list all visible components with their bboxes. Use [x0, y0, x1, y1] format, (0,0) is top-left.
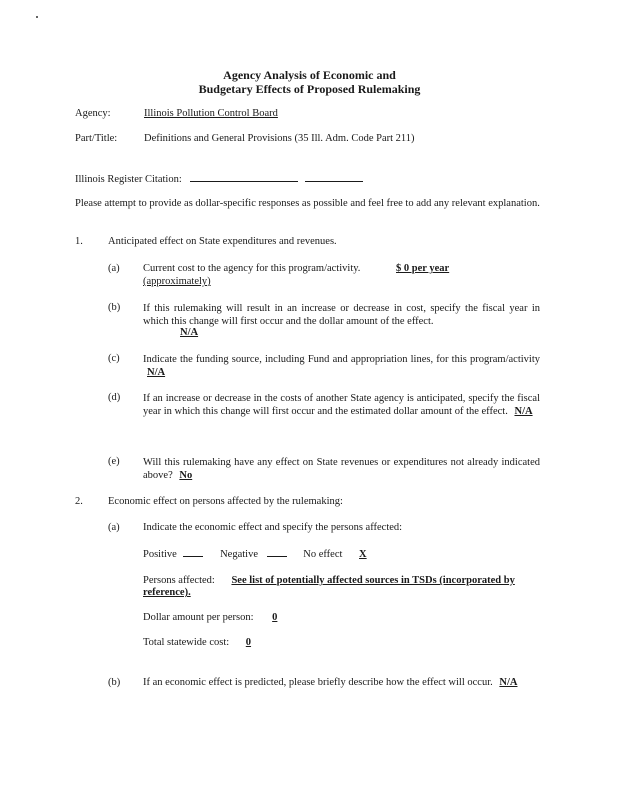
section-2-heading: Economic effect on persons affected by the rulemaking:: [108, 496, 343, 507]
positive-label: Positive: [143, 549, 177, 560]
persons-affected-label: Persons affected:: [143, 575, 215, 586]
total-statewide-cost-row: [143, 637, 251, 648]
item-1d-block: [143, 392, 540, 418]
item-1d-label: (d): [108, 392, 121, 403]
title-line-2: Budgetary Effects of Proposed Rulemaking: [198, 82, 421, 96]
register-citation-blank-1: [190, 172, 298, 182]
register-citation-text: Illinois Register Citation:: [75, 174, 182, 185]
item-1a-note: (approximately): [143, 276, 211, 287]
part-title-value: Definitions and General Provisions (35 Ill. Adm. Code Part 211): [144, 133, 415, 144]
no-effect-label: No effect: [303, 549, 343, 560]
item-1c-label: (c): [108, 353, 120, 364]
section-2-number: 2.: [75, 496, 83, 507]
total-statewide-cost-value: 0: [245, 637, 252, 648]
negative-blank: [267, 547, 287, 557]
dollar-per-person-value: 0: [272, 612, 278, 623]
persons-affected-value-cont: reference).: [143, 587, 191, 598]
item-2b-value: N/A: [499, 677, 518, 688]
item-1a-label: (a): [108, 263, 120, 274]
item-1e-text: Will this rulemaking have any effect on State revenues or expenditures not already indicated above?: [143, 457, 540, 481]
scan-speck: [36, 16, 38, 18]
item-2b-row: [143, 677, 517, 688]
total-statewide-cost-label: Total statewide cost:: [143, 637, 230, 648]
item-1e-value: No: [179, 470, 193, 481]
item-1c-block: [143, 353, 540, 379]
part-title-label: Part/Title:: [75, 133, 118, 144]
agency-value: Illinois Pollution Control Board: [144, 108, 278, 119]
persons-affected-row: [143, 575, 515, 586]
register-citation-blank-2: [305, 172, 363, 182]
item-2b-text: If an economic effect is predicted, please briefly describe how the effect will occur.: [143, 677, 493, 688]
item-1a-value: $ 0 per year: [396, 263, 450, 274]
instructions: Please attempt to provide as dollar-specific responses as possible and feel free to add any relevant explanation.: [75, 198, 540, 209]
section-1-number: 1.: [75, 236, 83, 247]
agency-label: Agency:: [75, 108, 111, 119]
negative-label: Negative: [220, 549, 258, 560]
title-line-1: Agency Analysis of Economic and: [223, 68, 396, 82]
economic-effect-options: [143, 547, 371, 560]
item-1b-label: (b): [108, 302, 121, 313]
dollar-per-person-row: [143, 612, 287, 623]
item-1c-value: N/A: [147, 367, 166, 378]
register-citation-label: [75, 172, 363, 185]
section-1-heading: Anticipated effect on State expenditures and revenues.: [108, 236, 337, 247]
item-2a-label: (a): [108, 522, 120, 533]
item-1a-text: Current cost to the agency for this program/activity.: [143, 263, 361, 274]
positive-blank: [183, 547, 203, 557]
item-1e-block: [143, 456, 540, 482]
persons-affected-value: See list of potentially affected sources in TSDs (incorporated by: [231, 575, 515, 586]
item-2b-label: (b): [108, 677, 121, 688]
item-2a-text: Indicate the economic effect and specify the persons affected:: [143, 522, 403, 533]
dollar-per-person-label: Dollar amount per person:: [143, 612, 254, 623]
item-1b-text: If this rulemaking will result in an increase or decrease in cost, specify the fiscal year in which this change will first occur and the dollar amount of the effect.: [143, 303, 540, 327]
item-1c-text: Indicate the funding source, including Fund and appropriation lines, for this program/activity: [143, 354, 540, 365]
item-1e-label: (e): [108, 456, 120, 467]
item-1b-value: N/A: [180, 327, 199, 338]
item-1d-text: If an increase or decrease in the costs of another State agency is anticipated, specify the fiscal year in which this change will first occur and the estimated dollar amount of the effect.: [143, 393, 540, 417]
item-1d-value: N/A: [514, 406, 533, 417]
no-effect-value: X: [359, 549, 367, 560]
